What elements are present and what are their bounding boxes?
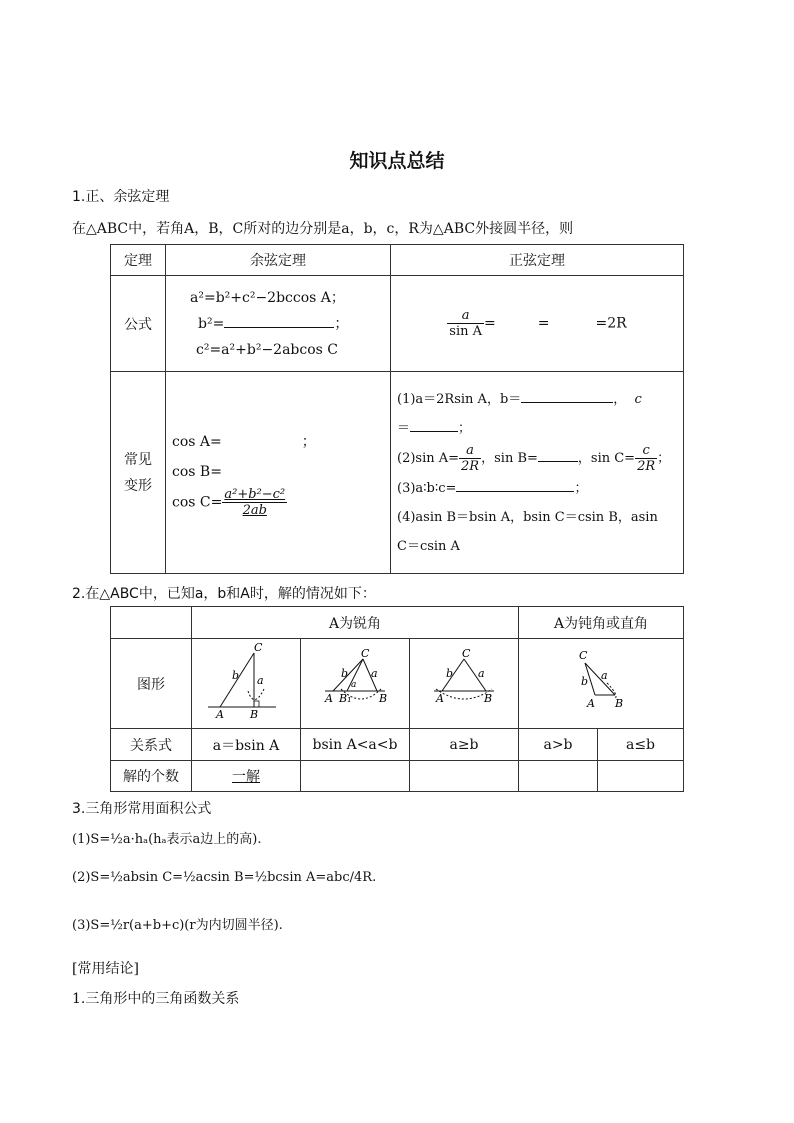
svg-text:A: A [587,697,595,710]
cosine-variants [166,372,391,574]
row-count-label: 解的个数 [111,761,192,792]
svg-text:a: a [351,680,357,690]
row-formula-label: 公式 [111,276,166,372]
cosine-formulas [166,276,391,372]
svg-text:C: C [361,647,370,660]
svg-text:C: C [254,641,263,654]
cos-formula-c: c²=a²+b²−2abcos C [196,341,339,358]
sin-variant-1: (1)a＝2Rsin A，b＝ ， c [397,391,642,407]
cos-variant-a: cos A= ； [172,434,316,450]
relation-1: a＝bsin A [192,729,301,761]
svg-text:b: b [446,667,454,680]
count-4 [519,761,598,792]
relation-5: a≤b [598,729,684,761]
conclusion-item-1: 1.三角形中的三角函数关系 [72,991,240,1007]
sin-variant-4: (4)asin B＝bsin A，bsin C＝csin B，asin [397,509,658,525]
relation-2: bsin A<a<b [301,729,410,761]
svg-text:B: B [484,692,493,705]
header-sine-law: 正弦定理 [391,245,684,276]
count-1: 一解 [192,761,301,792]
figure-3 [410,639,519,729]
area-formula-3: (3)S=½r(a+b+c)(r为内切圆半径). [72,918,283,933]
area-formula-1: (1)S=½a·hₐ(hₐ表示a边上的高). [72,832,262,847]
sin-c-fraction: $\frac{c}{2R}$ [637,442,656,474]
svg-text:B: B [615,697,624,710]
section1-intro: 在△ABC中，若角A，B，C所对的边分别是a，b，c，R为△ABC外接圆半径，则 [72,221,574,237]
header-acute: A为锐角 [192,607,519,639]
svg-text:b: b [581,675,589,688]
figure-2 [301,639,410,729]
sin-variant-1-cont: ＝ ； [397,420,472,436]
svg-text:C: C [579,649,588,662]
page-title: 知识点总结 [349,150,445,172]
count-2 [301,761,410,792]
header-obtuse: A为钝角或直角 [519,607,684,639]
svg-text:b: b [341,667,349,680]
row-relation-label: 关系式 [111,729,192,761]
cos-formula-a: a²=b²+c²−2bccos A； [190,289,345,306]
svg-text:A: A [436,692,444,705]
area-formula-2: (2)S=½absin C=½acsin B=½bcsin A=abc/4R. [72,870,377,885]
svg-text:A: A [216,708,224,721]
svg-text:B₁: B₁ [339,692,352,705]
svg-text:C: C [462,647,471,660]
corner-cell [111,607,192,639]
cos-c-fraction: $\frac{\text{a²+b²−c²}}{2ab}$ [224,487,286,518]
header-theorem: 定理 [111,245,166,276]
right-triangle-figure [192,639,300,724]
svg-text:A: A [325,692,333,705]
count-5 [598,761,684,792]
relation-3: a≥b [410,729,519,761]
figure-4 [519,639,684,729]
svg-text:a: a [601,669,608,682]
section2-heading: 2.在△ABC中，已知a，b和A时，解的情况如下： [72,586,376,602]
sine-variants [391,372,684,574]
cos-variant-c: cos C= $\frac{\text{a²+b²−c²}}{2ab}$ [172,487,286,518]
sin-variant-2: (2)sin A= $\frac{a}{2R}$ ，sin B= ，sin C= $\frac{c}{2R}$ ； [397,442,671,474]
sine-formula: $\frac{a}{\text{sin A}}$ = = =2R [391,276,684,372]
sin-a-fraction: $\frac{a}{2R}$ [461,442,480,474]
svg-text:B: B [379,692,388,705]
figure-1 [192,639,301,729]
svg-text:b: b [232,669,240,682]
svg-text:a: a [371,667,378,680]
law-table [110,244,684,574]
svg-text:B: B [250,708,259,721]
two-solution-figure [301,639,409,724]
svg-text:a: a [257,674,264,687]
sin-variant-3: (3)a∶b∶c= ； [397,480,588,496]
svg-text:a: a [478,667,485,680]
section1-heading: 1.正、余弦定理 [72,189,170,205]
solutions-table [110,606,684,792]
section3-heading: 3.三角形常用面积公式 [72,801,212,817]
sin-variant-4-cont: C＝csin A [397,538,460,554]
row-figure-label: 图形 [111,639,192,729]
header-cosine-law: 余弦定理 [166,245,391,276]
cos-formula-b: b²= ； [198,315,349,332]
cos-variant-b: cos B= [172,464,222,480]
relation-4: a>b [519,729,598,761]
conclusion-label: [常用结论] [72,961,139,977]
sine-formula-fraction: $\frac{a}{\text{sin A}}$ [449,308,483,339]
count-3 [410,761,519,792]
obtuse-figure [519,639,683,724]
one-solution-figure [410,639,518,724]
row-variants-label: 常见变形 [111,372,166,574]
